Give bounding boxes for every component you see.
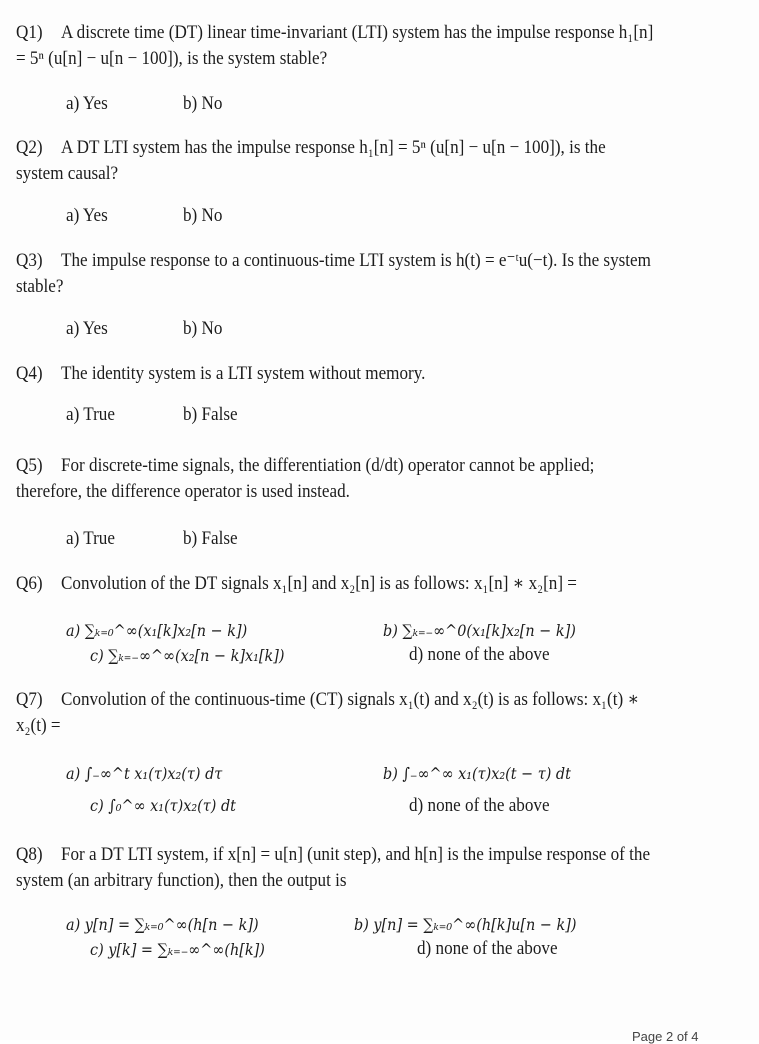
option-a[interactable]: a) Yes <box>66 93 108 114</box>
question-number: Q7) <box>16 689 43 710</box>
option-b[interactable]: b) ∑ₖ₌₋∞^0(x₁[k]x₂[n − k]) <box>383 621 576 640</box>
question-number: Q5) <box>16 455 43 476</box>
question-2 <box>16 135 655 187</box>
question-number: Q6) <box>16 573 43 594</box>
question-text: The identity system is a LTI system without memory. <box>61 363 426 384</box>
option-b[interactable]: b) No <box>183 93 223 114</box>
question-number: Q4) <box>16 363 43 384</box>
option-a[interactable]: a) y[n] = ∑ₖ₌₀^∞(h[n − k]) <box>66 915 259 934</box>
option-b[interactable]: b) False <box>183 404 238 425</box>
question-5 <box>16 453 655 505</box>
option-a[interactable]: a) Yes <box>66 318 108 339</box>
question-text: A DT LTI system has the impulse response h₁[n] = 5ⁿ (u[n] − u[n − 100]), is the system causal? <box>16 137 606 184</box>
option-d[interactable]: d) none of the above <box>409 795 550 816</box>
option-a[interactable]: a) ∑ₖ₌₀^∞(x₁[k]x₂[n − k]) <box>66 621 248 640</box>
option-b[interactable]: b) No <box>183 318 223 339</box>
option-c[interactable]: c) y[k] = ∑ₖ₌₋∞^∞(h[k]) <box>90 940 265 959</box>
option-b[interactable]: b) y[n] = ∑ₖ₌₀^∞(h[k]u[n − k]) <box>354 915 577 934</box>
option-b[interactable]: b) No <box>183 205 223 226</box>
option-a[interactable]: a) ∫₋∞^t x₁(τ)x₂(τ) dτ <box>66 764 223 783</box>
question-4 <box>16 361 655 387</box>
question-number: Q3) <box>16 250 43 271</box>
option-b[interactable]: b) ∫₋∞^∞ x₁(τ)x₂(t − τ) dt <box>383 764 571 783</box>
option-d[interactable]: d) none of the above <box>417 938 558 959</box>
question-text: Convolution of the DT signals x₁[n] and x₂[n] is as follows: x₁[n] ∗ x₂[n] = <box>61 573 577 594</box>
question-text: The impulse response to a continuous-time LTI system is h(t) = e⁻ᵗu(−t). Is the system stable? <box>16 250 651 297</box>
option-c[interactable]: c) ∑ₖ₌₋∞^∞(x₂[n − k]x₁[k]) <box>90 646 285 665</box>
option-a[interactable]: a) True <box>66 528 115 549</box>
question-3 <box>16 248 655 300</box>
option-a[interactable]: a) True <box>66 404 115 425</box>
question-number: Q1) <box>16 22 43 43</box>
question-text: A discrete time (DT) linear time-invariant (LTI) system has the impulse response h₁[n] = 5ⁿ (u[n] − u[n − 100]), is the system stable? <box>16 22 654 69</box>
question-text: For discrete-time signals, the differentiation (d/dt) operator cannot be applied; therefore, the difference operator is used instead. <box>16 455 595 502</box>
option-d[interactable]: d) none of the above <box>409 644 550 665</box>
question-number: Q8) <box>16 844 43 865</box>
question-number: Q2) <box>16 137 43 158</box>
question-text: Convolution of the continuous-time (CT) signals x₁(t) and x₂(t) is as follows: x₁(t) ∗ x₂(t) = <box>16 689 640 736</box>
question-1 <box>16 20 655 72</box>
page-number: Page 2 of 4 <box>632 1029 699 1044</box>
question-7 <box>16 687 655 739</box>
option-c[interactable]: c) ∫₀^∞ x₁(τ)x₂(τ) dt <box>90 796 236 815</box>
option-a[interactable]: a) Yes <box>66 205 108 226</box>
question-8 <box>16 842 655 894</box>
question-6 <box>16 571 655 597</box>
option-b[interactable]: b) False <box>183 528 238 549</box>
question-text: For a DT LTI system, if x[n] = u[n] (unit step), and h[n] is the impulse response of the system (an arbitrary function), then the output is <box>16 844 651 891</box>
